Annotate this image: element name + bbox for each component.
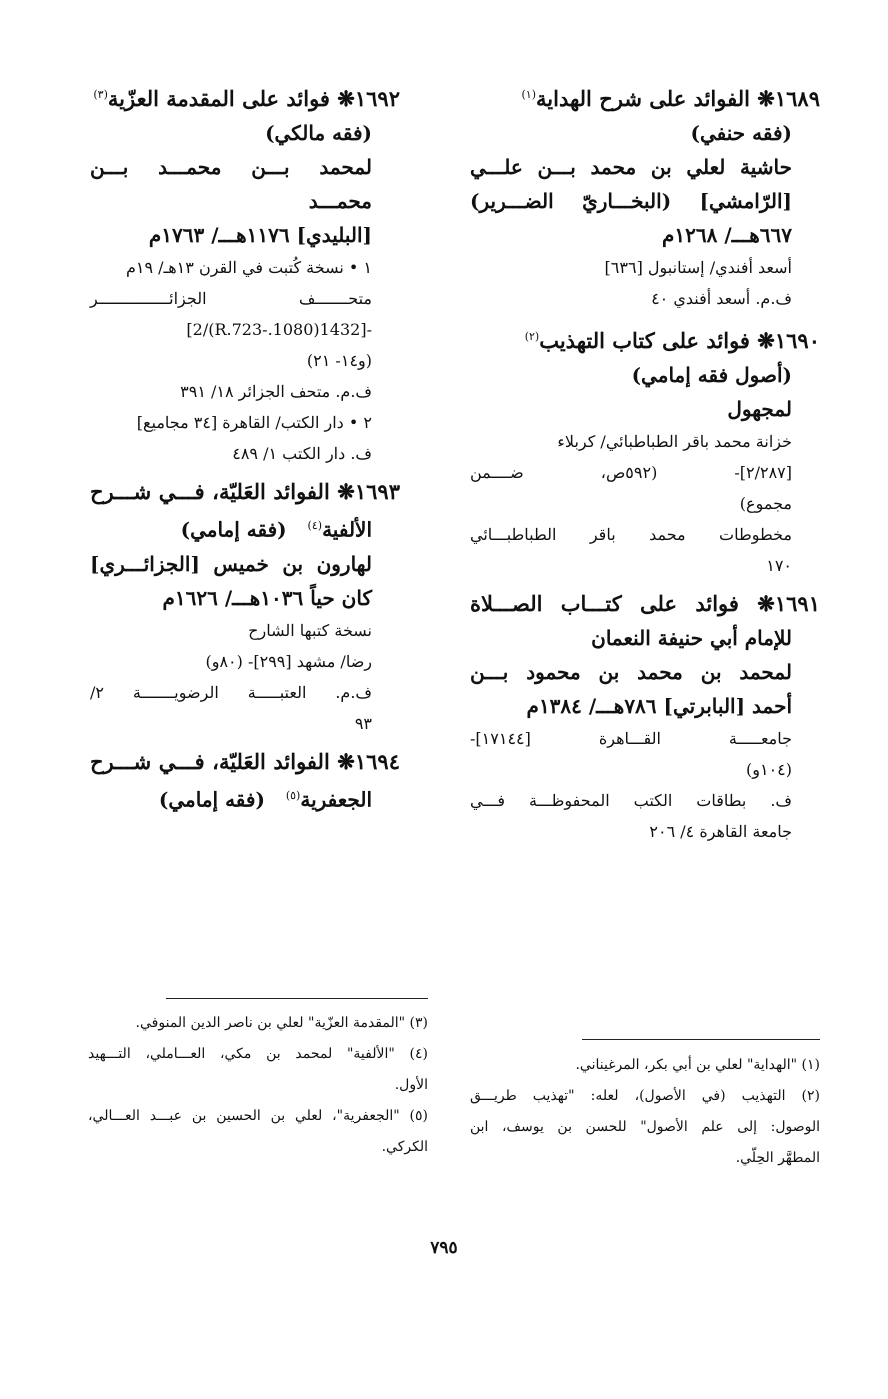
entry-heading: ١٦٩٠❋ فوائد على كتاب التهذيب$^{(٢)}$ <box>524 328 820 353</box>
entry-1693 <box>90 475 400 739</box>
entry-heading-cont: للإمام أبي حنيفة النعمان <box>591 626 792 650</box>
entry-subject: (فقه مالكي) <box>265 121 372 145</box>
footnote-ref[interactable]: (٤) <box>307 519 323 532</box>
footnote-ref[interactable]: (٢) <box>524 330 540 343</box>
entry-note: رضا/ مشهد [٢٩٩]- (٨٠و) <box>205 651 372 671</box>
entry-subject: (فقه حنفي) <box>690 121 792 145</box>
entry-note: خزانة محمد باقر الطباطبائي/ كربلاء <box>557 432 792 451</box>
footnote: المطهَّر الحِلّي. <box>735 1150 820 1166</box>
entry-note: مخطوطات محمد باقر الطباطبـــائي <box>470 525 792 544</box>
page-number: ٧٩٥ <box>430 1238 458 1258</box>
entry-author: أحمد [البابرتي] ٧٨٦هـــ/ ١٣٨٤م <box>526 694 792 718</box>
entry-heading-cont: الألفية$^{(٤)}$ (فقه إمامي) <box>180 517 372 542</box>
entry-author: لهارون بن خميس [الجزائـــري] <box>90 551 372 576</box>
footnote: (٣) "المقدمة العزّية" لعلي بن ناصر الدين المنوفي. <box>135 1015 428 1031</box>
entry-note: أسعد أفندي/ إستانبول [٦٣٦] <box>604 258 792 277</box>
footnotes-left <box>88 1008 428 1163</box>
entry-note: جامعة القاهرة ٤/ ٢٠٦ <box>649 822 792 841</box>
entry-heading: ١٦٩١❋ فوائد على كتـــاب الصـــلاة <box>470 591 820 616</box>
footnote-ref[interactable]: (١) <box>521 88 537 101</box>
footnote-ref[interactable]: (٥) <box>285 788 301 802</box>
entry-note: ٩٣ <box>354 713 372 733</box>
entry-note: ف.م. العتبـــــة الرضويـــــــة ٢/ <box>90 682 372 702</box>
footnote: الكركي. <box>381 1139 428 1155</box>
entry-heading: ١٦٩٣❋ الفوائد العَليّة، فـــي شـــرح <box>90 479 400 504</box>
footnote: (٤) "الألفية" لمحمد بن مكي، العـــاملي، التـــهيد <box>88 1046 428 1062</box>
entry-author: لمجهول <box>727 397 792 421</box>
entry-author: [الرّامشي] (البخـــاريّ الضـــرير) <box>470 189 792 213</box>
entry-note: [٢/٢٨٧]- (٥٩٢ص، ضــــمن <box>470 463 792 482</box>
entry-subject: (أصول فقه إمامي) <box>631 363 792 387</box>
entry-1692 <box>90 78 400 469</box>
entry-note: متحـــــــف الجزائـــــــــــــــر <box>90 289 372 308</box>
footnote: الوصول: إلى علم الأصول" للحسن بن يوسف، ابن <box>470 1119 820 1135</box>
entry-note: ٢ • دار الكتب/ القاهرة [٣٤ مجاميع] <box>136 413 372 432</box>
entry-note: -[1432(1080.-R.723)/2] <box>186 320 372 339</box>
entry-note: (١٠٤و) <box>746 760 792 779</box>
entry-author: كان حياً ١٠٣٦هـــ/ ١٦٢٦م <box>162 585 372 610</box>
footnote-divider <box>582 1039 820 1040</box>
entry-note: ف.م. متحف الجزائر ١٨/ ٣٩١ <box>180 382 372 401</box>
entry-heading: ١٦٩٤❋ الفوائد العَليّة، فـــي شـــرح <box>90 748 400 774</box>
entry-note: ف.م. أسعد أفندي ٤٠ <box>651 289 792 308</box>
entry-1694 <box>90 745 400 817</box>
footnote-divider <box>166 998 428 999</box>
entry-1691 <box>470 587 820 847</box>
entry-heading: ١٦٩٢❋ فوائد على المقدمة العزّية$^{(٣)}$ <box>93 86 400 111</box>
entry-1690 <box>470 320 820 581</box>
entry-heading-cont: الجعفرية$^{(٥)}$ (فقه إمامي) <box>158 787 372 812</box>
entry-note: نسخة كتبها الشارح <box>248 620 372 640</box>
footnotes-right <box>470 1050 820 1174</box>
entry-note: جامعـــــة القـــاهرة [١٧١٤٤]- <box>470 729 792 748</box>
entry-author: [البليدي] ١١٧٦هـــ/ ١٧٦٣م <box>148 223 372 247</box>
footnote: (١) "الهداية" لعلي بن أبي بكر، المرغيناني. <box>575 1057 820 1073</box>
entry-author: ٦٦٧هـــ/ ١٢٦٨م <box>662 223 792 247</box>
entry-author: حاشية لعلي بن محمد بـــن علـــي <box>470 155 792 179</box>
entry-note: مجموع) <box>739 494 792 513</box>
entry-note: ١ • نسخة كُتبت في القرن ١٣هـ/ ١٩م <box>125 258 372 277</box>
left-column <box>90 78 400 822</box>
footnote-ref[interactable]: (٣) <box>93 88 108 101</box>
entry-note: ١٧٠ <box>766 556 792 575</box>
footnote: الأول. <box>394 1077 428 1093</box>
entry-author: لمحمد بـــن محمـــد بـــن محمـــد <box>90 155 372 213</box>
footnote: (٢) التهذيب (في الأصول)، لعله: "تهذيب طريـــق <box>470 1088 820 1104</box>
entry-1689 <box>470 78 820 314</box>
entry-note: ف. دار الكتب ١/ ٤٨٩ <box>232 444 372 463</box>
entry-note: (و١٤- ٢١) <box>306 351 372 370</box>
entry-author: لمحمد بن محمد بن محمود بـــن <box>470 660 792 684</box>
footnote: (٥) "الجعفرية"، لعلي بن الحسين بن عبـــد العـــالي، <box>88 1108 428 1124</box>
entry-note: ف. بطاقات الكتب المحفوظـــة فـــي <box>470 791 792 810</box>
entry-heading: ١٦٨٩❋ الفوائد على شرح الهداية$^{(١)}$ <box>521 86 820 111</box>
right-column <box>470 78 820 853</box>
